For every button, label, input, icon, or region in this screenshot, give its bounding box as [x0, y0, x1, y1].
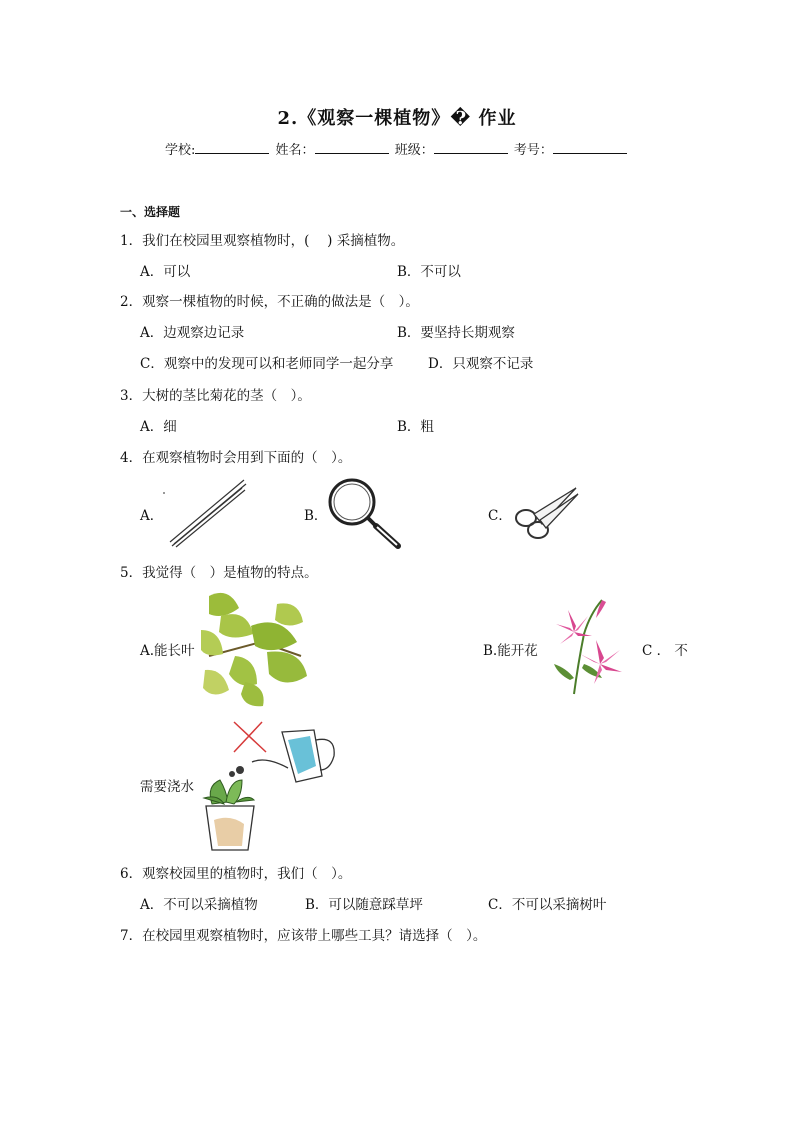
magnifier-image: [326, 476, 406, 552]
lily-flower-image: [544, 594, 626, 698]
name-blank[interactable]: [315, 141, 389, 154]
question-1-option-a[interactable]: A．可以: [140, 264, 191, 280]
question-6-stem: 6．观察校园里的植物时，我们（ ）。: [120, 866, 352, 882]
section-title: 一、选择题: [120, 205, 181, 219]
question-3-option-a[interactable]: A．细: [140, 419, 177, 435]
scissors-image: [512, 484, 580, 544]
question-1-stem: 1．我们在校园里观察植物时，( ) 采摘植物。: [120, 233, 405, 249]
school-label: 学校:: [165, 143, 196, 158]
question-5-option-c[interactable]: C ． 不: [642, 643, 688, 659]
question-4-option-a[interactable]: A．: [140, 508, 164, 524]
watering-plant-image: [196, 716, 340, 852]
question-4-option-b[interactable]: B．: [304, 508, 328, 524]
question-5-option-c-continued: 需要浇水: [140, 779, 194, 795]
number-label: 考号：: [513, 143, 553, 158]
question-7-stem: 7．在校园里观察植物时，应该带上哪些工具？请选择（ ）。: [120, 928, 487, 944]
question-3-stem: 3．大树的茎比菊花的茎（ ）。: [120, 388, 311, 404]
question-4-option-c[interactable]: C．: [488, 508, 512, 524]
question-6-option-b[interactable]: B．可以随意踩草坪: [305, 897, 423, 913]
question-2-option-c[interactable]: C．观察中的发现可以和老师同学一起分享: [140, 356, 394, 372]
question-4-stem: 4．在观察植物时会用到下面的（ ）。: [120, 450, 352, 466]
question-5-option-a[interactable]: A.能长叶: [140, 643, 195, 659]
question-1-option-b[interactable]: B．不可以: [397, 264, 461, 280]
question-2-option-d[interactable]: D．只观察不记录: [428, 356, 534, 372]
question-5-option-b[interactable]: B.能开花: [483, 643, 538, 659]
class-label: 班级：: [394, 143, 434, 158]
question-2-option-a[interactable]: A．边观察边记录: [140, 325, 245, 341]
question-6-option-a[interactable]: A．不可以采摘植物: [140, 897, 258, 913]
question-2-option-b[interactable]: B．要坚持长期观察: [397, 325, 515, 341]
question-3-option-b[interactable]: B．粗: [397, 419, 434, 435]
class-blank[interactable]: [434, 141, 508, 154]
page-title: 2.《观察一棵植物》� 作业: [277, 108, 517, 129]
chopsticks-image: [162, 476, 248, 548]
number-blank[interactable]: [553, 141, 627, 154]
question-5-stem: 5．我觉得（ ）是植物的特点。: [120, 565, 318, 581]
school-blank[interactable]: [195, 141, 269, 154]
name-label: 姓名：: [275, 143, 315, 158]
ginkgo-leaves-image: [201, 586, 311, 708]
student-info-line: [165, 139, 629, 158]
question-2-stem: 2．观察一棵植物的时候，不正确的做法是（ ）。: [120, 294, 419, 310]
question-6-option-c[interactable]: C．不可以采摘树叶: [488, 897, 607, 913]
